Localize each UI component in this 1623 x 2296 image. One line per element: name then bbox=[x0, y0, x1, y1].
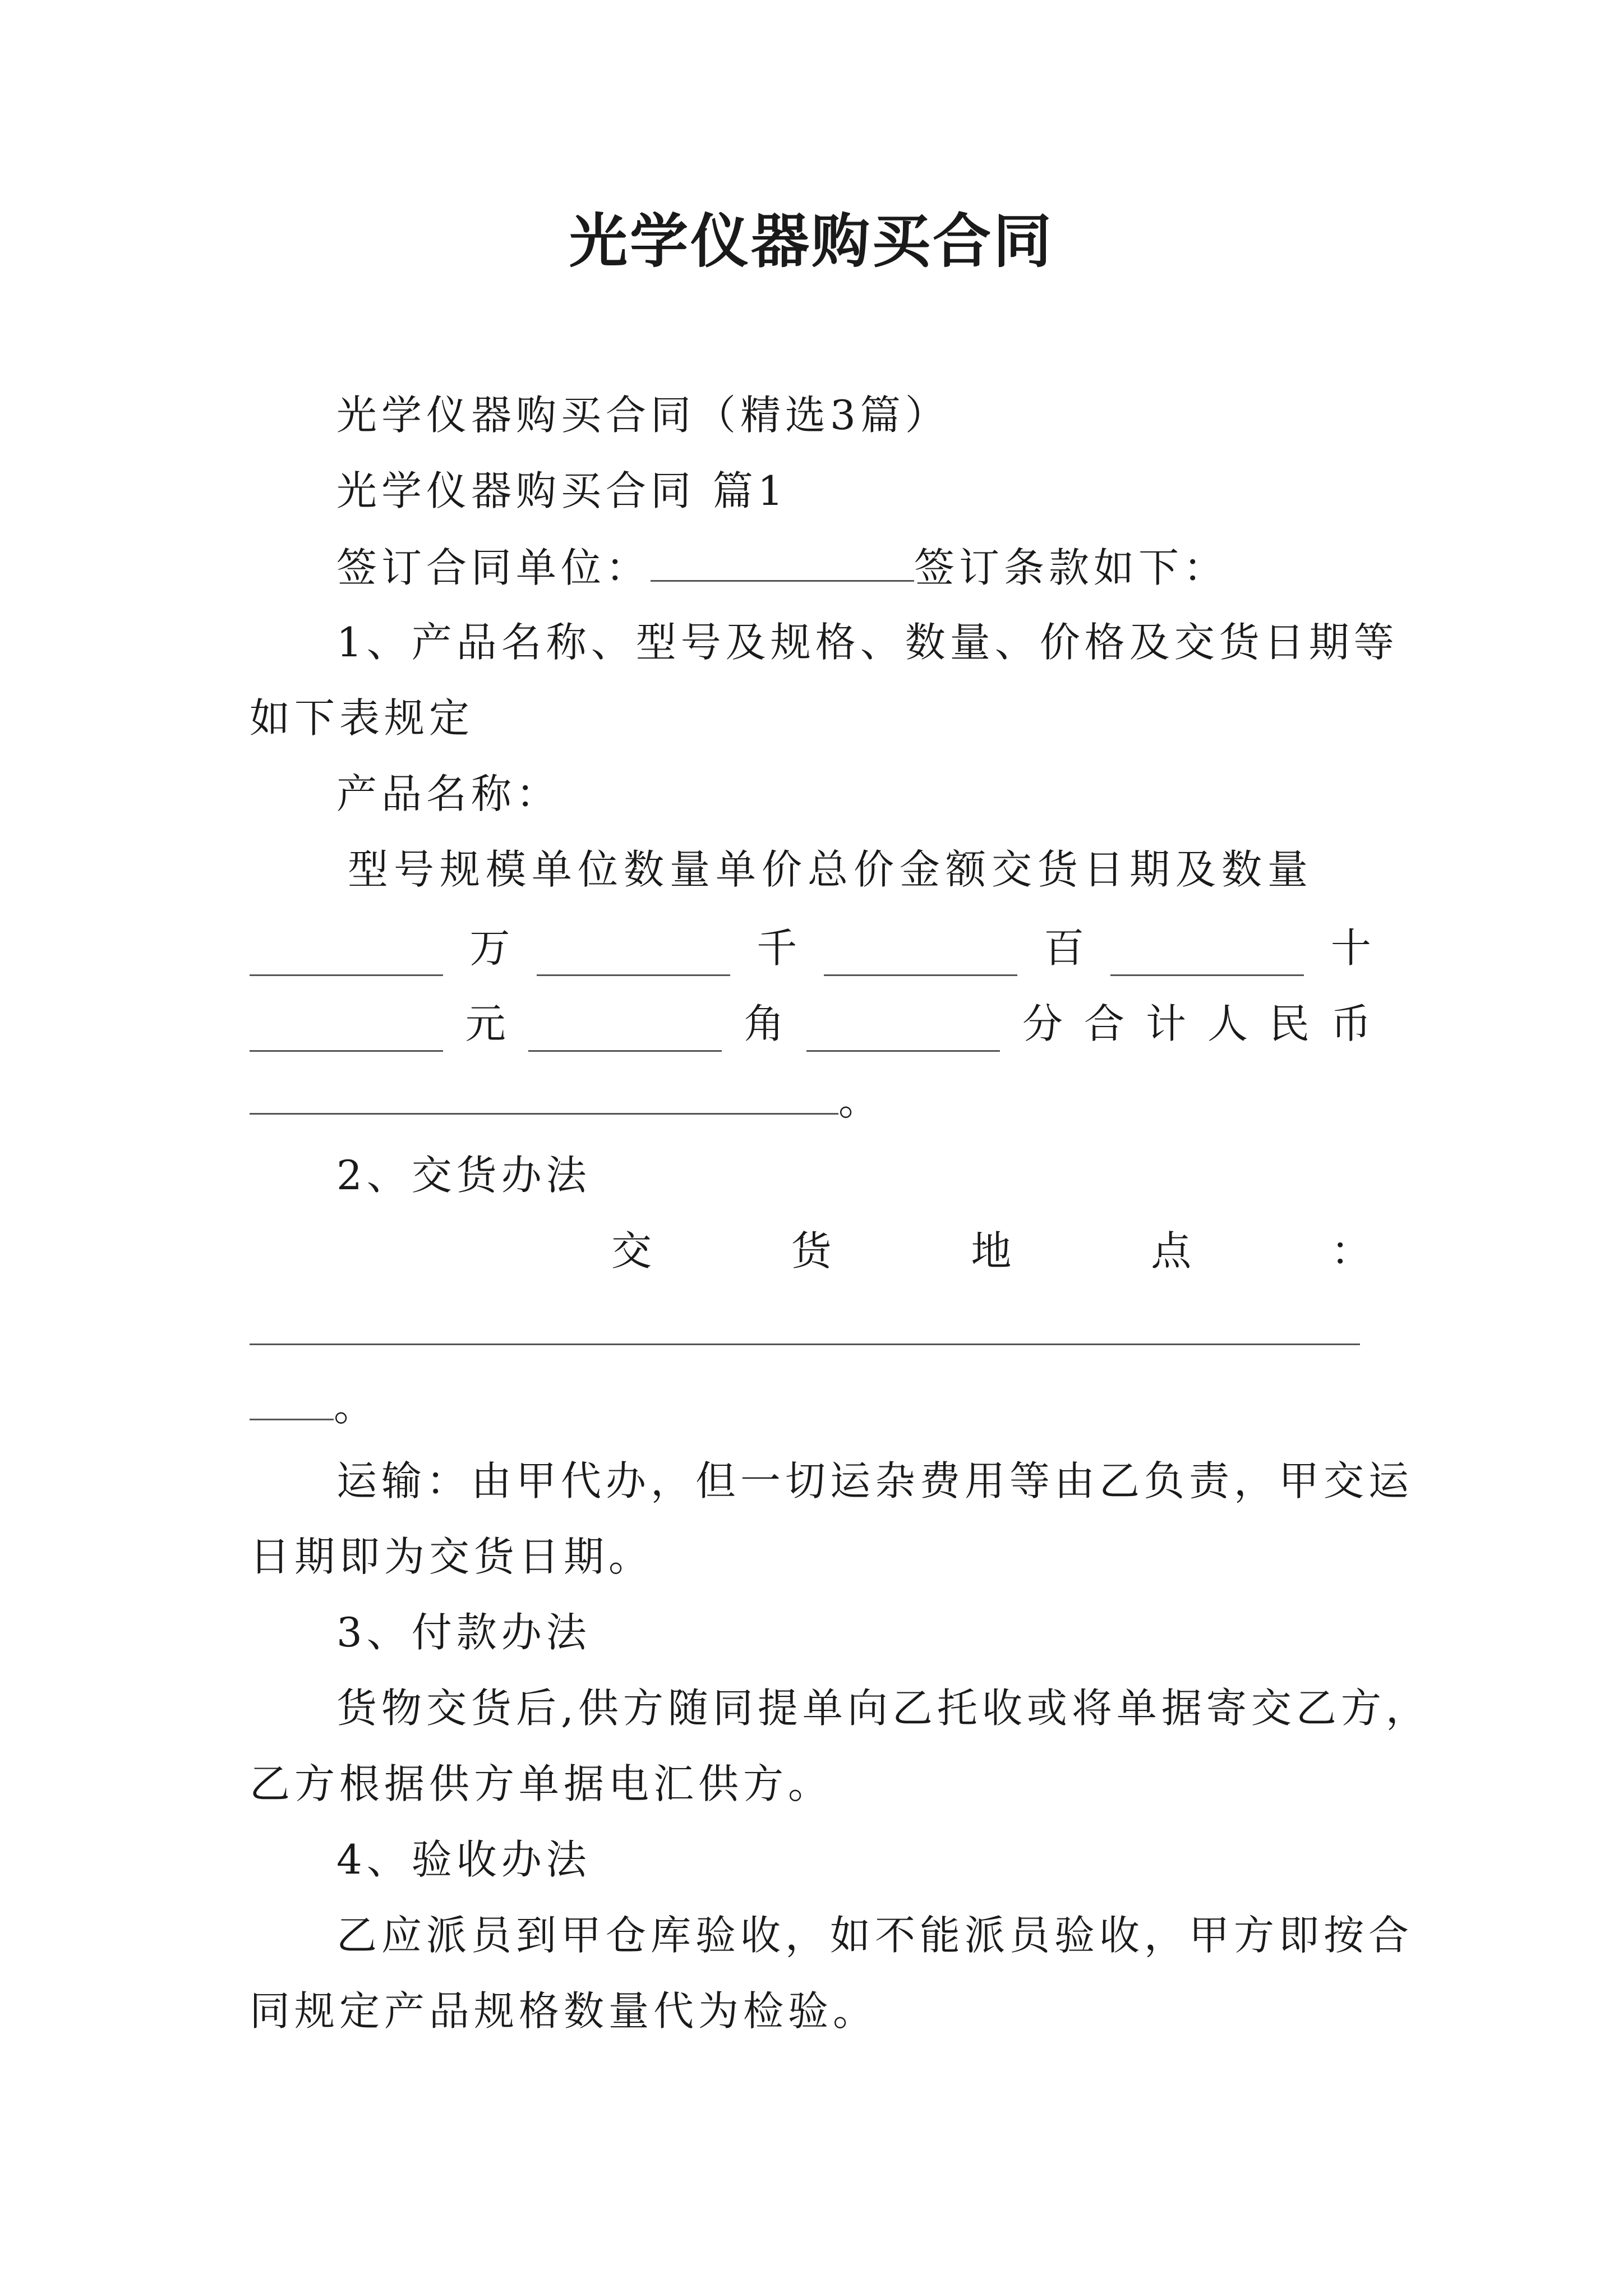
blank bbox=[528, 1009, 722, 1052]
total-blank bbox=[250, 1071, 838, 1115]
delivery-place-char-3: 地 bbox=[971, 1227, 1012, 1274]
period: 。 bbox=[838, 1077, 879, 1124]
item1-line1: 1、产品名称、型号及规格、数量、价格及交货日期等 bbox=[336, 619, 1399, 666]
item1-line2: 如下表规定 bbox=[250, 694, 474, 742]
blank bbox=[537, 933, 730, 976]
signing-unit-label: 签订合同单位： bbox=[336, 544, 651, 591]
blank bbox=[824, 933, 1017, 976]
total-label: 分合计人民币 bbox=[1022, 1000, 1393, 1047]
transport-line2: 日期即为交货日期。 bbox=[250, 1533, 654, 1580]
unit-jiao: 角 bbox=[744, 1000, 785, 1047]
item2-heading: 2、交货办法 bbox=[336, 1152, 591, 1199]
inspection-line1: 乙应派员到甲仓库验收，如不能派员验收，甲方即按合 bbox=[336, 1912, 1414, 1959]
delivery-place-char-4: 点 bbox=[1151, 1227, 1192, 1274]
unit-wan: 万 bbox=[469, 924, 510, 972]
product-name-label: 产品名称： bbox=[336, 770, 561, 817]
delivery-place-line bbox=[611, 1223, 1371, 1279]
blank bbox=[250, 1377, 334, 1420]
delivery-place-blank bbox=[250, 1343, 1360, 1345]
delivery-place-char-2: 货 bbox=[791, 1227, 832, 1274]
period: 。 bbox=[334, 1383, 375, 1430]
signing-line bbox=[336, 539, 1228, 596]
delivery-place-char-5: ： bbox=[1330, 1227, 1371, 1274]
total-line bbox=[250, 1071, 879, 1129]
item3-heading: 3、付款办法 bbox=[336, 1609, 591, 1656]
table-header bbox=[348, 841, 1371, 898]
payment-line2: 乙方根据供方单据电汇供方。 bbox=[250, 1760, 833, 1807]
delivery-place-char-1: 交 bbox=[611, 1227, 652, 1274]
signing-terms-label: 签订条款如下： bbox=[914, 544, 1229, 591]
amount-row-1 bbox=[250, 920, 1371, 976]
table-header-text: 型号规模单位数量单价总价金额交货日期及数量 bbox=[348, 846, 1314, 893]
document-title: 光学仪器购买合同 bbox=[569, 206, 1054, 275]
item4-heading: 4、验收办法 bbox=[336, 1836, 591, 1883]
blank bbox=[1110, 933, 1304, 976]
transport-line1: 运输：由甲代办，但一切运杂费用等由乙负责，甲交运 bbox=[336, 1457, 1414, 1504]
blank bbox=[250, 933, 443, 976]
blank bbox=[250, 1009, 443, 1052]
amount-row-2 bbox=[250, 996, 1393, 1052]
unit-bai: 百 bbox=[1044, 924, 1085, 972]
unit-qian: 千 bbox=[757, 924, 797, 972]
inspection-line2: 同规定产品规格数量代为检验。 bbox=[250, 1987, 878, 2035]
blank bbox=[806, 1009, 1000, 1052]
delivery-place-blank-end bbox=[250, 1377, 374, 1434]
payment-line1: 货物交货后,供方随同提单向乙托收或将单据寄交乙方， bbox=[336, 1685, 1431, 1732]
part-heading: 光学仪器购买合同 篇1 bbox=[336, 467, 788, 514]
unit-yuan: 元 bbox=[465, 1000, 506, 1047]
signing-unit-blank bbox=[651, 539, 914, 582]
unit-shi: 十 bbox=[1330, 924, 1371, 972]
document-subtitle: 光学仪器购买合同（精选3篇） bbox=[336, 392, 950, 439]
